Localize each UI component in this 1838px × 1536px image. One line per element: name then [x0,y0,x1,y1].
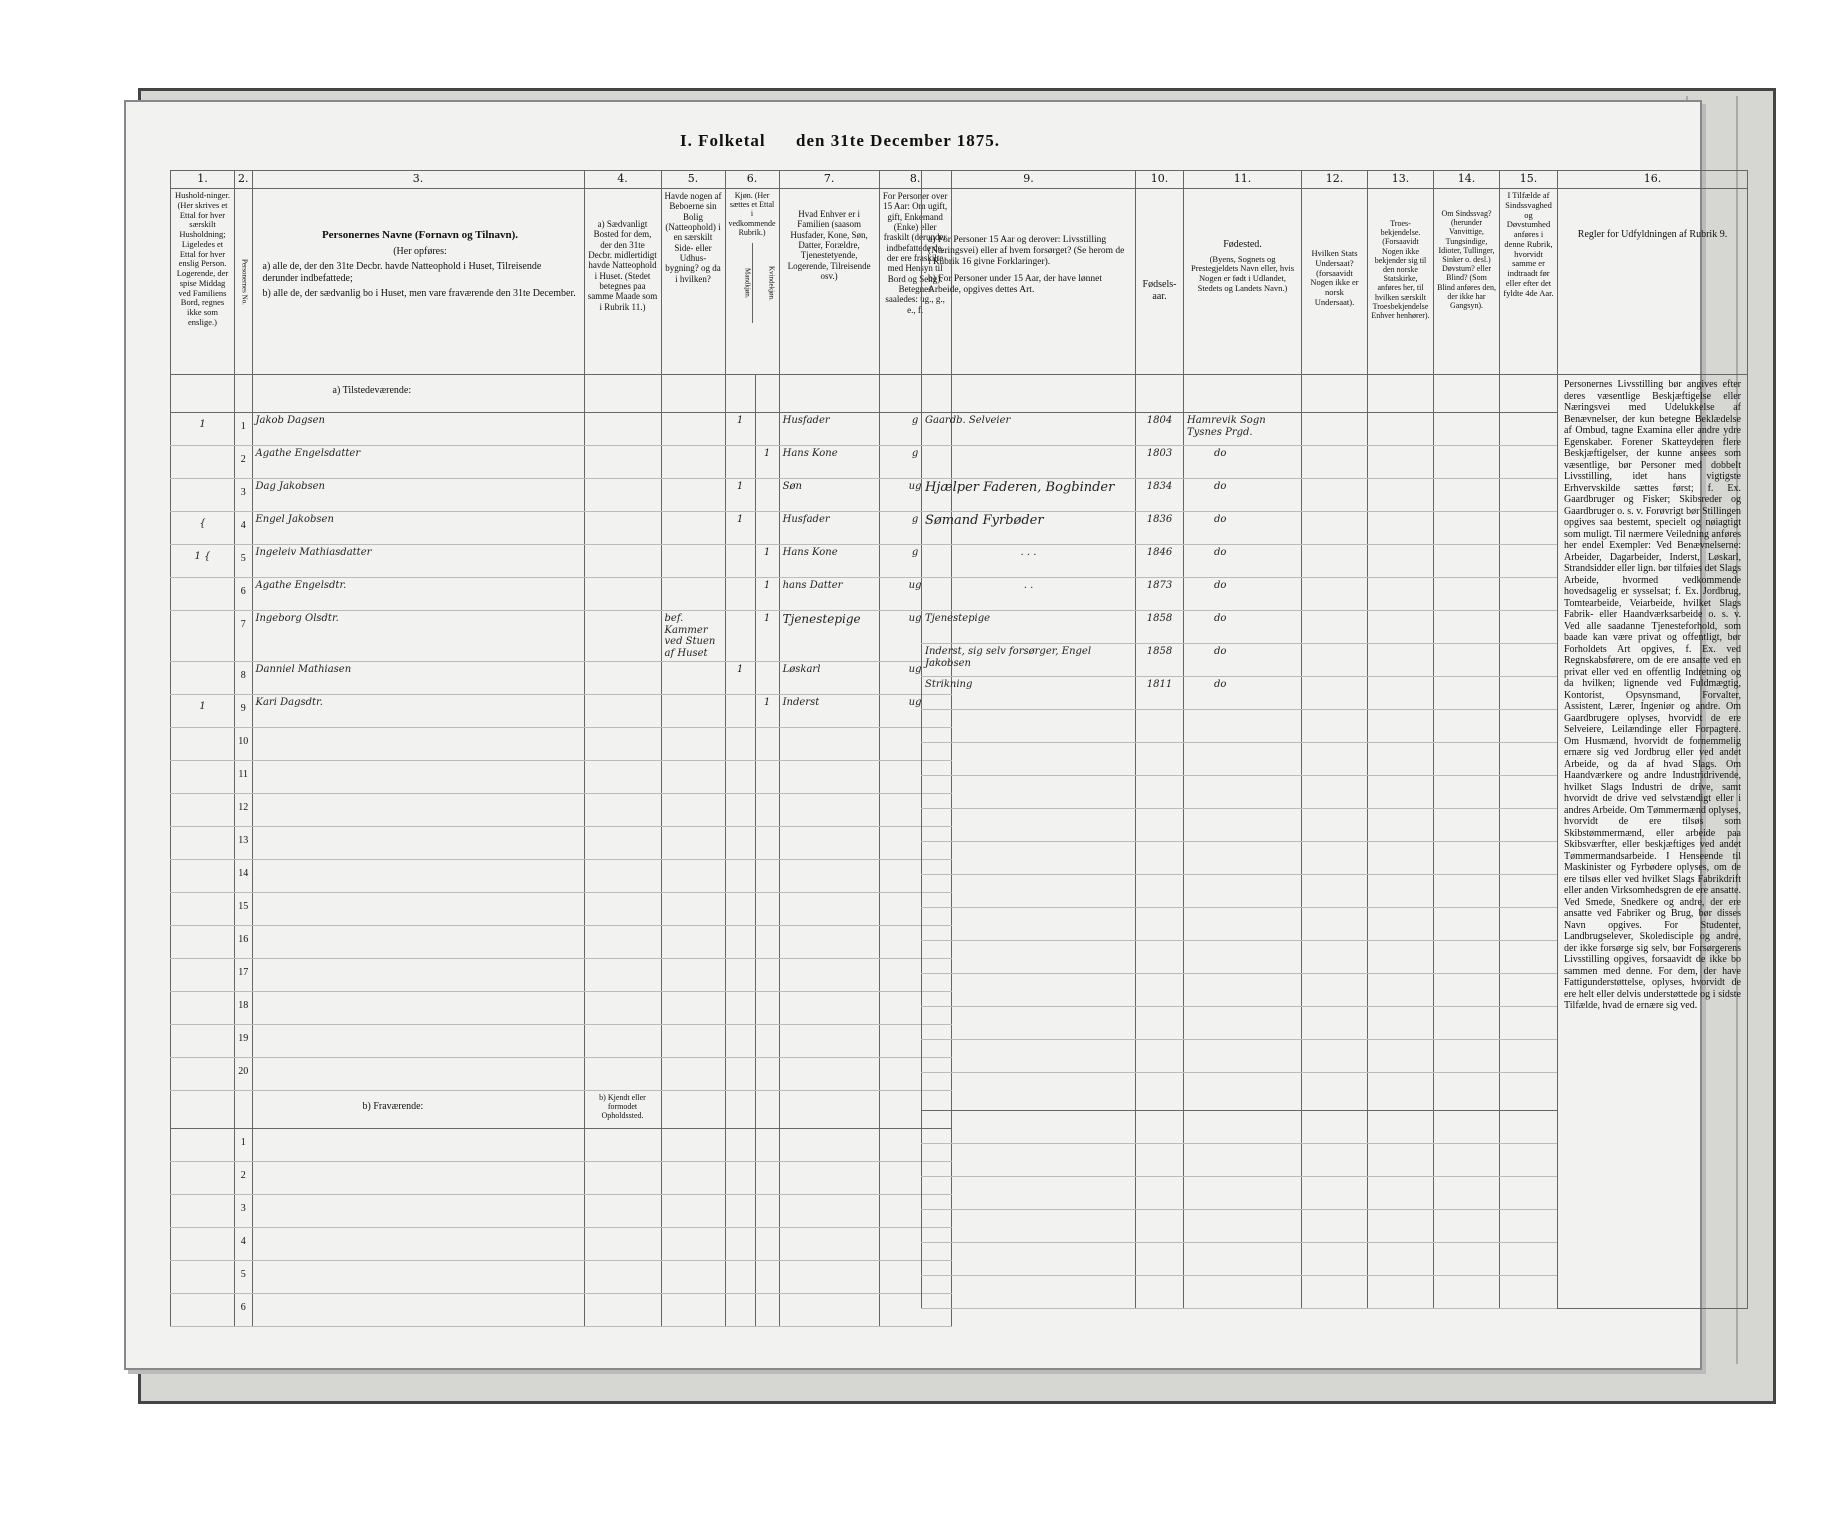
sex-female [755,512,779,545]
col-num-4: 4. [584,171,661,189]
side-building-note [661,413,725,446]
col-num-9: 9. [922,171,1136,189]
absent-residence-header: b) Kjendt eller formodet Opholdssted. [584,1091,661,1129]
row-number: 1 [235,1129,253,1162]
row-number: 7 [235,611,253,662]
header-birthplace-title: Fødested. [1223,239,1262,250]
civil-status: ug [879,578,951,611]
sex-male: 1 [725,662,755,695]
title-right: den 31te December 1875. [796,131,1000,150]
header-occupation [922,189,1136,375]
header-names-a: (Her opføres: [393,245,447,257]
table-row [171,545,952,578]
col-num-11: 11. [1184,171,1302,189]
header-occupation-b: b) For Personer under 15 Aar, der have lønnet Arbeide, opgives dettes Art. [928,273,1103,295]
row-number: 12 [235,794,253,827]
sex-male: 1 [725,479,755,512]
birth-year: 1803 [1136,446,1184,479]
sex-female: 1 [755,545,779,578]
row-number: 5 [235,545,253,578]
header-rules: Regler for Udfyldningen af Rubrik 9. [1558,189,1748,375]
person-name: Kari Dagsdtr. [252,695,584,728]
sex-male [725,545,755,578]
occupation: . . [922,578,1136,611]
table-row [171,413,952,446]
sex-male [725,695,755,728]
occupation: Hjælper Faderen, Bogbinder [922,479,1136,512]
sex-female [755,479,779,512]
sex-male [725,611,755,662]
table-row [171,611,952,662]
header-households: Hushold-ninger. (Her skrives et Ettal for hver særskilt Husholdning; Ligeledes et Ettal for hver enslig Person. Logerende, der spise Middag ved Familiens Bord, regnes ikke som enslige.) [171,189,235,375]
row-number: 20 [235,1058,253,1091]
row-number: 18 [235,992,253,1025]
family-role: Løskarl [779,662,879,695]
sex-male: 1 [725,413,755,446]
birthplace: do [1184,512,1302,545]
civil-status: ug [879,662,951,695]
header-person-no: Personernes No. [235,189,253,375]
occupation: Strikning [922,677,1136,710]
row-number: 8 [235,662,253,695]
birth-year: 1836 [1136,512,1184,545]
person-name: Ingeleiv Mathiasdatter [252,545,584,578]
household-mark [171,662,235,695]
table-row [171,446,952,479]
table-row [171,662,952,695]
row-number: 3 [235,1195,253,1228]
header-disability: Om Sindssvag? (herunder Vanvittige, Tungsindige, Idioter, Tullinger, Sinker o. desl.) Døvstum? eller Blind? (Som Blind anføres den, der ikke har Gangsyn). [1434,189,1500,375]
person-name: Agathe Engelsdatter [252,446,584,479]
row-number: 9 [235,695,253,728]
sex-male: 1 [725,512,755,545]
household-mark [171,446,235,479]
household-mark [171,578,235,611]
census-table-left [170,170,952,1327]
family-role: Søn [779,479,879,512]
household-mark: { [171,512,235,545]
row-number: 17 [235,959,253,992]
birth-year: 1873 [1136,578,1184,611]
col-num-1: 1. [171,171,235,189]
person-name: Agathe Engelsdtr. [252,578,584,611]
row-number: 13 [235,827,253,860]
header-sex-female: Kvindekjøn. [752,243,776,323]
row-number: 11 [235,761,253,794]
sex-female [755,413,779,446]
family-role: hans Datter [779,578,879,611]
header-sex-title: Kjøn. (Her sættes et Ettal i vedkommende Rubrik.) [728,191,776,237]
civil-status: g [879,446,951,479]
birth-year: 1846 [1136,545,1184,578]
household-mark [171,611,235,662]
sex-female: 1 [755,695,779,728]
header-names-b: a) alle de, der den 31te Decbr. havde Natteophold i Huset, Tilreisende derunder indbefattede; [262,261,542,284]
col-num-12: 12. [1302,171,1368,189]
family-role: Hans Kone [779,446,879,479]
person-name: Engel Jakobsen [252,512,584,545]
birthplace: do [1184,677,1302,710]
sex-male [725,446,755,479]
side-building-note [661,512,725,545]
sex-female: 1 [755,446,779,479]
section-absent-label: b) Fraværende: [252,1091,584,1129]
birthplace: do [1184,479,1302,512]
col-num-15: 15. [1500,171,1558,189]
side-building-note [661,695,725,728]
header-family-role: Hvad Enhver er i Familien (saasom Husfader, Kone, Søn, Datter, Forældre, Tjenestetyende, Logerende, Tilreisende osv.) [779,189,879,375]
side-building-note [661,479,725,512]
civil-status: ug [879,479,951,512]
birth-year: 1858 [1136,611,1184,644]
household-mark [171,479,235,512]
header-names-c: b) alle de, der sædvanlig bo i Huset, men vare fraværende den 31te December. [262,288,576,300]
birthplace: do [1184,611,1302,644]
row-number: 2 [235,1162,253,1195]
header-disability-onset: I Tilfælde af Sindssvaghed og Døvstumhed anføres i denne Rubrik, hvorvidt samme er indtraadt før eller efter det fyldte 4de Aar. [1500,189,1558,375]
header-sex [725,189,779,375]
birth-year: 1858 [1136,644,1184,677]
header-side-building: Havde nogen af Beboerne sin Bolig (Natteophold) i en særskilt Side- eller Udhus-bygning? og da i hvilken? [661,189,725,375]
birthplace: do [1184,545,1302,578]
side-building-note [661,578,725,611]
civil-status: ug [879,695,951,728]
birthplace: do [1184,446,1302,479]
side-building-note [661,446,725,479]
row-number: 6 [235,578,253,611]
row-number: 2 [235,446,253,479]
row-number: 3 [235,479,253,512]
row-number: 10 [235,728,253,761]
birth-year: 1804 [1136,413,1184,446]
section-present-label: a) Tilstedeværende: [252,375,584,413]
family-role: Husfader [779,512,879,545]
person-name: Danniel Mathiasen [252,662,584,695]
birth-year: 1834 [1136,479,1184,512]
header-birthplace [1184,189,1302,375]
household-mark: 1 { [171,545,235,578]
table-row [171,512,952,545]
col-num-3: 3. [252,171,584,189]
family-role: Inderst [779,695,879,728]
side-building-note [661,662,725,695]
header-religion: Troes-bekjendelse. (Forsaavidt Nogen ikke bekjender sig til den norske Statskirke, anføres her, til hvilken særskilt Troesbekjendelse Enhver henhører). [1368,189,1434,375]
col-num-5: 5. [661,171,725,189]
col-num-16: 16. [1558,171,1748,189]
occupation: . . . [922,545,1136,578]
col-num-13: 13. [1368,171,1434,189]
occupation: Tjenestepige [922,611,1136,644]
table-row [171,479,952,512]
sex-female [755,662,779,695]
header-birthplace-note: (Byens, Sognets og Prestegjeldets Navn eller, hvis Nogen er født i Udlandet, Stedets og Landets Navn.) [1190,253,1295,293]
side-building-note [661,545,725,578]
family-role: Hans Kone [779,545,879,578]
col-num-10: 10. [1136,171,1184,189]
person-name: Jakob Dagsen [252,413,584,446]
row-number: 5 [235,1261,253,1294]
title-left: I. Folketal [680,131,766,150]
occupation: Sømand Fyrbøder [922,512,1136,545]
census-table-right [921,170,1748,1309]
header-names [252,189,584,375]
occupation: Inderst, sig selv forsørger, Engel Jakobsen [922,644,1136,677]
civil-status: g [879,545,951,578]
row-number: 6 [235,1294,253,1327]
header-names-title: Personernes Navne (Fornavn og Tilnavn). [321,229,519,241]
col-num-7: 7. [779,171,879,189]
header-citizenship: Hvilken Stats Undersaat? (forsaavidt Nogen ikke er norsk Undersaat). [1302,189,1368,375]
sex-male [725,578,755,611]
row-number: 19 [235,1025,253,1058]
birthplace: Hamrevik Sogn Tysnes Prgd. [1184,413,1302,446]
civil-status: g [879,512,951,545]
col-num-14: 14. [1434,171,1500,189]
row-number: 16 [235,926,253,959]
family-role: Tjenestepige [779,611,879,662]
row-number: 1 [235,413,253,446]
household-mark: 1 [171,413,235,446]
civil-status: g [879,413,951,446]
person-name: Ingeborg Olsdtr. [252,611,584,662]
civil-status: ug [879,611,951,662]
person-name: Dag Jakobsen [252,479,584,512]
header-sex-male: Mandkjøn. [743,267,752,299]
header-usual-residence: a) Sædvanligt Bosted for dem, der den 31te Decbr. midlertidigt havde Natteophold i Huset. (Stedet betegnes paa samme Maade som i Rubrik 11.) [584,189,661,375]
col-num-8: 8. [879,171,951,189]
occupation: Gaardb. Selveier [922,413,1136,446]
birthplace: do [1184,644,1302,677]
rules-text: Personernes Livsstilling bør angives efter deres væsentlige Beskjæftigelse eller Næringsvei med Udelukkelse af Benævnelser, der kun betegne Beklædelse af Ombud, tagne Examina eller andre ydre Egenskaber. Forener Skatteyderen flere Beskjæftigelser, der kunne ansees som væsentlige, bør Personer med dobbelt Livsstilling, idet hans vigtigste Erhvervskilde sættes først; f. Ex. Gaardbruger og Fisker; Skibsreder og Gaardbruger o. s. v. Forøvrigt bør Stillingen opgives saa bestemt, specielt og nøiagtigt som muligt. Til nærmere Veiledning anføres her endel Exempler: Ved Benævnelserne: Arbeider, Dagarbeider, Inderst, Løskarl, Strandsidder eller lign. bør tilføies det Slags Arbeide, hvormed vedkommende hovedsagelig er sysselsat; f. Ex. Jordbrug, Tomtearbeide, Veiarbeide, hvilket Slags Fabrik- eller Haandværksarbeide o. s. v. Ved alle saadanne Tjenesteforhold, som baade kan være privat og offentligt, bør Forholdets Art opgives, f. Ex. ved Regnskabsførere, om de ere ansatte ved en privat eller ved en offentlig Indretning og da hvilken; lignende ved Fuldmægtig, Kontorist, Opsynsmand, Forvalter, Assistent, Lærer, Ingeniør og andre. Om Gaardbrugere oplyses, hvorvidt de ere Selveiere, Leilændinge eller Forpagtere. Om Husmænd, hvorvidt de fornemmelig ernære sig ved Jordbrug eller ved andet Arbeide, og da af hvad Slags. Om Haandværkere og andre Industridrivende, hvilket Slags Industri de drive, samt hvorvidt de drive ved selvstændigt eller i andres Arbeide. Om Tømmermænd oplyses, hvorvidt de ere tilsøs som Skibstømmermænd, eller arbeide paa Skibsværfter, eller beskjæftiges ved andet Tømmermandsarbeide. I Henseende til Maskinister og Fyrbødere oplyses, om de ere tilsøs eller ved hvilket Slags Fabrikdrift eller anden Virksomhedsgren de ere ansatte. Ved Smede, Snedkere og andre, der ere ansatte ved Fabriker og Brug, bør disses Navn opgives. For Studenter, Landbrugselever, Skoledisciple og andre, der ikke forsørge sig selv, bør Forsørgerens Livsstilling opgives, forsaavidt de ikke bo sammen med denne. For dem, der have Fattigunderstøttelse, oplyses, hvorvidt de ere helt eller delvis understøttede og i sidste Tilfælde, hvad de ernære sig ved. [1558,375,1748,1309]
table-row [171,695,952,728]
household-mark: 1 [171,695,235,728]
sex-female: 1 [755,611,779,662]
header-occupation-a: a) For Personer 15 Aar og derover: Livsstilling (Næringsvei) eller af hvem forsørget? (Se herom de i Rubrik 16 givne Forklaringer). [928,235,1125,267]
row-number: 4 [235,512,253,545]
row-number: 15 [235,893,253,926]
side-building-note: bef. Kammer ved Stuen af Huset [661,611,725,662]
occupation [922,446,1136,479]
row-number: 14 [235,860,253,893]
table-row [171,578,952,611]
family-role: Husfader [779,413,879,446]
birth-year: 1811 [1136,677,1184,710]
header-birth-year: Fødsels-aar. [1136,189,1184,375]
birthplace: do [1184,578,1302,611]
row-number: 4 [235,1228,253,1261]
col-num-6: 6. [725,171,779,189]
sex-female: 1 [755,578,779,611]
header-civil-status: For Personer over 15 Aar: Om ugift, gift, Enkemand (Enke) eller fraskilt (derunder indbefattede de, der ere fraskilte med Hensyn til Bord og Seng). Betegnes saaledes: ug., g., e., f. [879,189,951,375]
col-num-2: 2. [235,171,253,189]
